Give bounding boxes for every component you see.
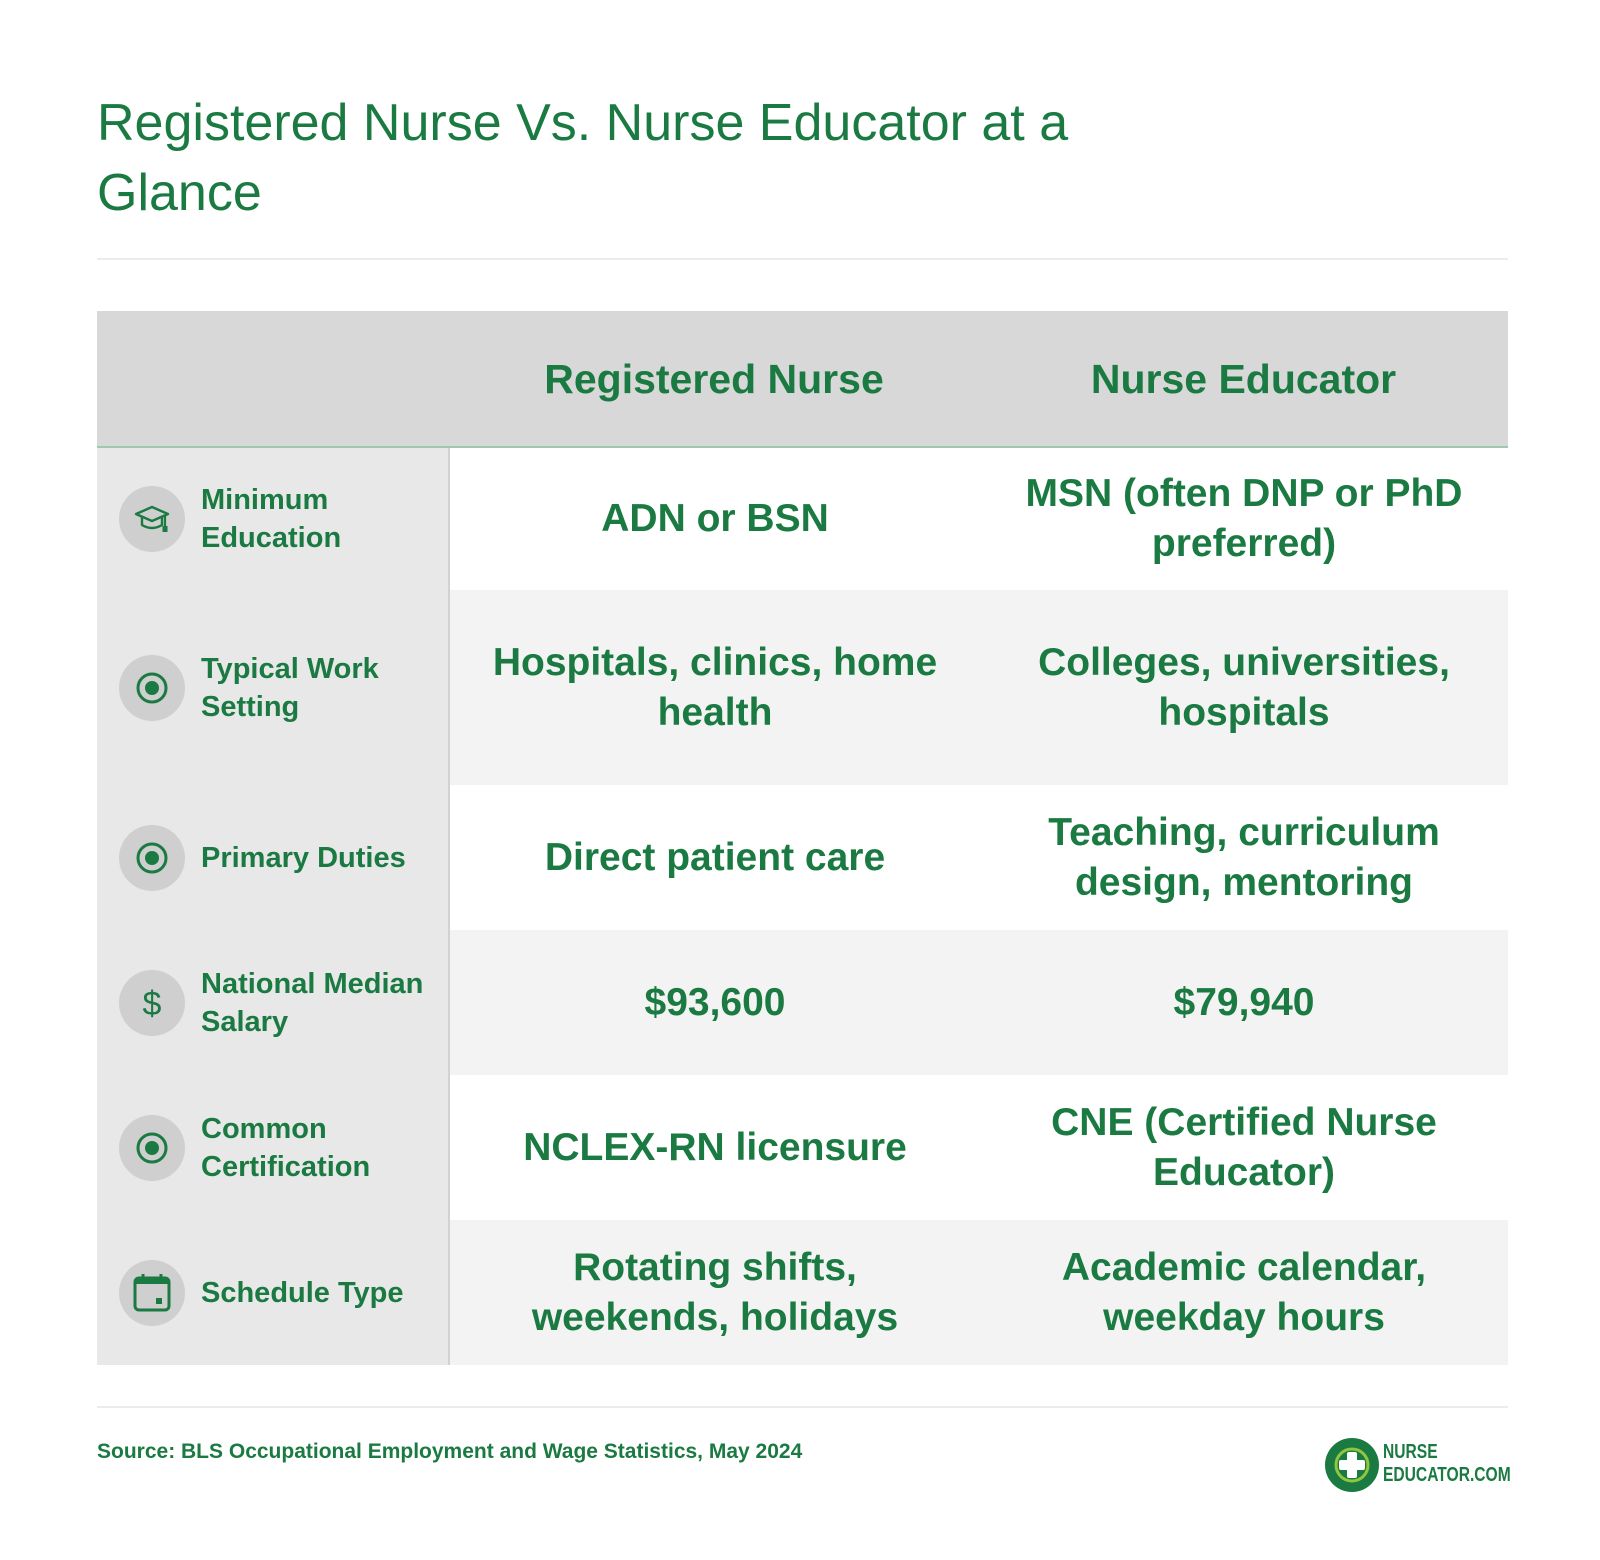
calendar-icon bbox=[119, 1260, 185, 1326]
cell-registered-nurse: Hospitals, clinics, home health bbox=[492, 640, 938, 734]
row-label bbox=[97, 1220, 450, 1365]
cell-registered-nurse: $93,600 bbox=[644, 980, 786, 1024]
cell-nurse-educator: Colleges, universities, hospitals bbox=[1038, 640, 1450, 734]
table-row bbox=[97, 448, 1508, 590]
cell-nurse-educator: Academic calendar, weekday hours bbox=[1061, 1245, 1427, 1339]
table-row bbox=[97, 1075, 1508, 1220]
cell-registered-nurse: ADN or BSN bbox=[601, 497, 829, 540]
row-label-text: Primary Duties bbox=[201, 841, 406, 874]
table-row bbox=[97, 930, 1508, 1075]
source-note: Source: BLS Occupational Employment and Wage Statistics, May 2024 bbox=[97, 1440, 803, 1463]
table-row bbox=[97, 590, 1508, 785]
row-cells bbox=[450, 590, 1508, 785]
row-cells bbox=[450, 930, 1508, 1075]
cell-registered-nurse: Direct patient care bbox=[544, 835, 886, 879]
column-header-registered-nurse: Registered Nurse bbox=[544, 356, 884, 402]
column-header-nurse-educator: Nurse Educator bbox=[1090, 356, 1397, 402]
graduation-cap-icon bbox=[119, 486, 185, 552]
cell-nurse-educator: CNE (Certified Nurse Educator) bbox=[1051, 1100, 1437, 1194]
svg-text:$: $ bbox=[142, 984, 162, 1023]
logo-line-2: EDUCATOR.COM bbox=[1383, 1464, 1511, 1486]
table-row bbox=[97, 1220, 1508, 1365]
row-cells bbox=[450, 1220, 1508, 1365]
cell-registered-nurse: NCLEX-RN licensure bbox=[523, 1125, 907, 1169]
table-header bbox=[97, 311, 1508, 448]
row-label-text: Schedule Type bbox=[201, 1276, 404, 1309]
cell-registered-nurse: Rotating shifts, weekends, holidays bbox=[531, 1245, 899, 1339]
row-cells bbox=[450, 1075, 1508, 1220]
comparison-table bbox=[97, 311, 1508, 1365]
target-circle-icon bbox=[119, 655, 185, 721]
row-label bbox=[97, 448, 450, 590]
row-label-text: Minimum Education bbox=[201, 484, 342, 554]
page-title: Registered Nurse Vs. Nurse Educator at a Glance bbox=[97, 94, 1069, 222]
logo-text bbox=[1383, 1441, 1511, 1487]
row-label-text: Common Certification bbox=[201, 1112, 371, 1183]
row-label-text: National Median Salary bbox=[201, 967, 424, 1038]
target-circle-icon bbox=[119, 1115, 185, 1181]
row-label bbox=[97, 785, 450, 930]
cell-nurse-educator: $79,940 bbox=[1173, 980, 1315, 1024]
target-circle-icon bbox=[119, 825, 185, 891]
cell-nurse-educator: Teaching, curriculum design, mentoring bbox=[1048, 810, 1440, 904]
logo-line-1: NURSE bbox=[1383, 1441, 1438, 1463]
table-row bbox=[97, 785, 1508, 930]
dollar-icon bbox=[119, 970, 185, 1036]
cell-nurse-educator: MSN (often DNP or PhD preferred) bbox=[1025, 472, 1463, 565]
row-label bbox=[97, 1075, 450, 1220]
row-label-text: Typical Work Setting bbox=[201, 652, 379, 723]
row-cells bbox=[450, 785, 1508, 930]
row-label bbox=[97, 590, 450, 785]
medical-cross-icon bbox=[1325, 1438, 1379, 1492]
divider bbox=[97, 1406, 1508, 1408]
nurse-educator-logo bbox=[1325, 1437, 1511, 1493]
row-label bbox=[97, 930, 450, 1075]
divider bbox=[97, 258, 1508, 260]
row-cells bbox=[450, 448, 1508, 590]
